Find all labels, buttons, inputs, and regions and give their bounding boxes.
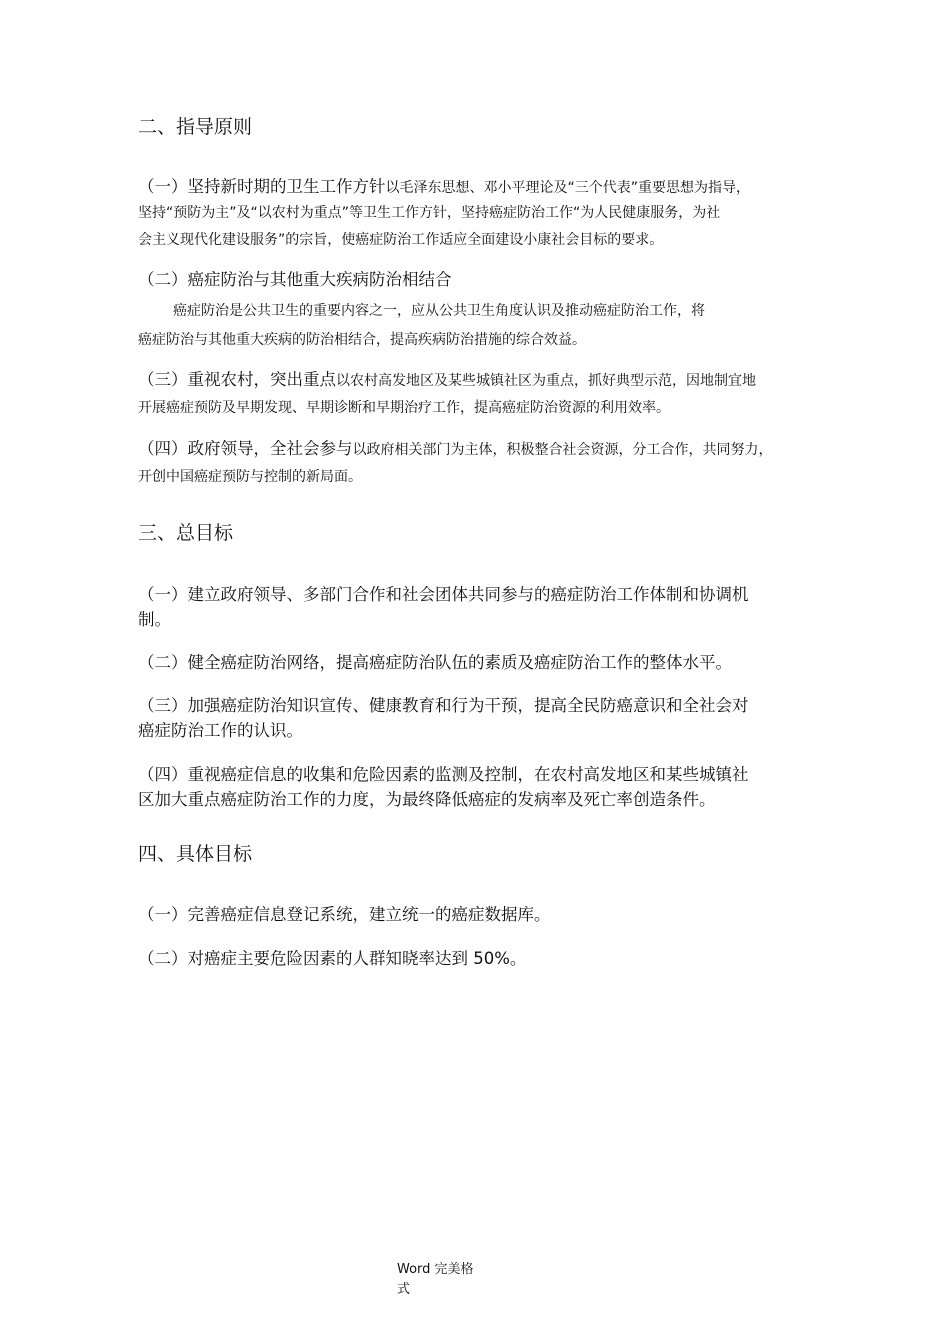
footer-line-2: 式 [397,1282,411,1297]
principle-3-title: （三）重视农村，突出重点 [138,370,336,389]
principle-2-line-1: 癌症防治是公共卫生的重要内容之一，应从公共卫生角度认识及推动癌症防治工作，将 [173,303,705,319]
principle-1-line-2: 坚持“预防为主”及“以农村为重点”等卫生工作方针，坚持癌症防治工作“为人民健康服务，为社 [138,205,721,221]
principle-3-line-2: 开展癌症预防及早期发现、早期诊断和早期治疗工作，提高癌症防治资源的利用效率。 [138,400,670,416]
goal-4-line-1: （四）重视癌症信息的收集和危险因素的监测及控制，在农村高发地区和某些城镇社 [138,765,749,784]
goal-3-line-2: 癌症防治工作的认识。 [138,721,303,740]
principle-3-text: 以农村高发地区及某些城镇社区为重点，抓好典型示范，因地制宜地 [336,373,756,389]
principle-1-line-1 [138,173,750,197]
goal-2-line-1: （二）健全癌症防治网络，提高癌症防治队伍的素质及癌症防治工作的整体水平。 [138,653,732,672]
specific-goal-2: （二）对癌症主要危险因素的人群知晓率达到 50%。 [138,949,527,968]
goal-4-line-2: 区加大重点癌症防治工作的力度，为最终降低癌症的发病率及死亡率创造条件。 [138,790,716,809]
section-heading-guiding-principles: 二、指导原则 [138,116,253,138]
principle-2-line-2: 癌症防治与其他重大疾病的防治相结合，提高疾病防治措施的综合效益。 [138,332,586,348]
principle-1-text: 以毛泽东思想、邓小平理论及“三个代表”重要思想为指导， [385,180,751,196]
goal-3-line-1: （三）加强癌症防治知识宣传、健康教育和行为干预，提高全民防癌意识和全社会对 [138,696,749,715]
goal-1-line-2: 制。 [138,610,171,629]
principle-1-title: （一）坚持新时期的卫生工作方针 [138,177,386,196]
specific-goal-1: （一）完善癌症信息登记系统，建立统一的癌症数据库。 [138,905,551,924]
principle-4-line-1 [138,435,773,459]
principle-2-title: （二）癌症防治与其他重大疾病防治相结合 [138,270,452,289]
section-heading-overall-goals: 三、总目标 [138,522,234,544]
goal-1-line-1: （一）建立政府领导、多部门合作和社会团体共同参与的癌症防治工作体制和协调机 [138,585,749,604]
principle-1-line-3: 会主义现代化建设服务”的宗旨，使癌症防治工作适应全面建设小康社会目标的要求。 [138,232,664,248]
principle-4-line-2: 开创中国癌症预防与控制的新局面。 [138,469,362,485]
footer-line-1: Word 完美格 [397,1262,474,1277]
principle-4-title: （四）政府领导，全社会参与 [138,439,353,458]
principle-3-line-1 [138,366,756,390]
principle-4-text: 以政府相关部门为主体，积极整合社会资源，分工合作，共同努力， [352,442,773,458]
section-heading-specific-goals: 四、具体目标 [138,843,253,865]
